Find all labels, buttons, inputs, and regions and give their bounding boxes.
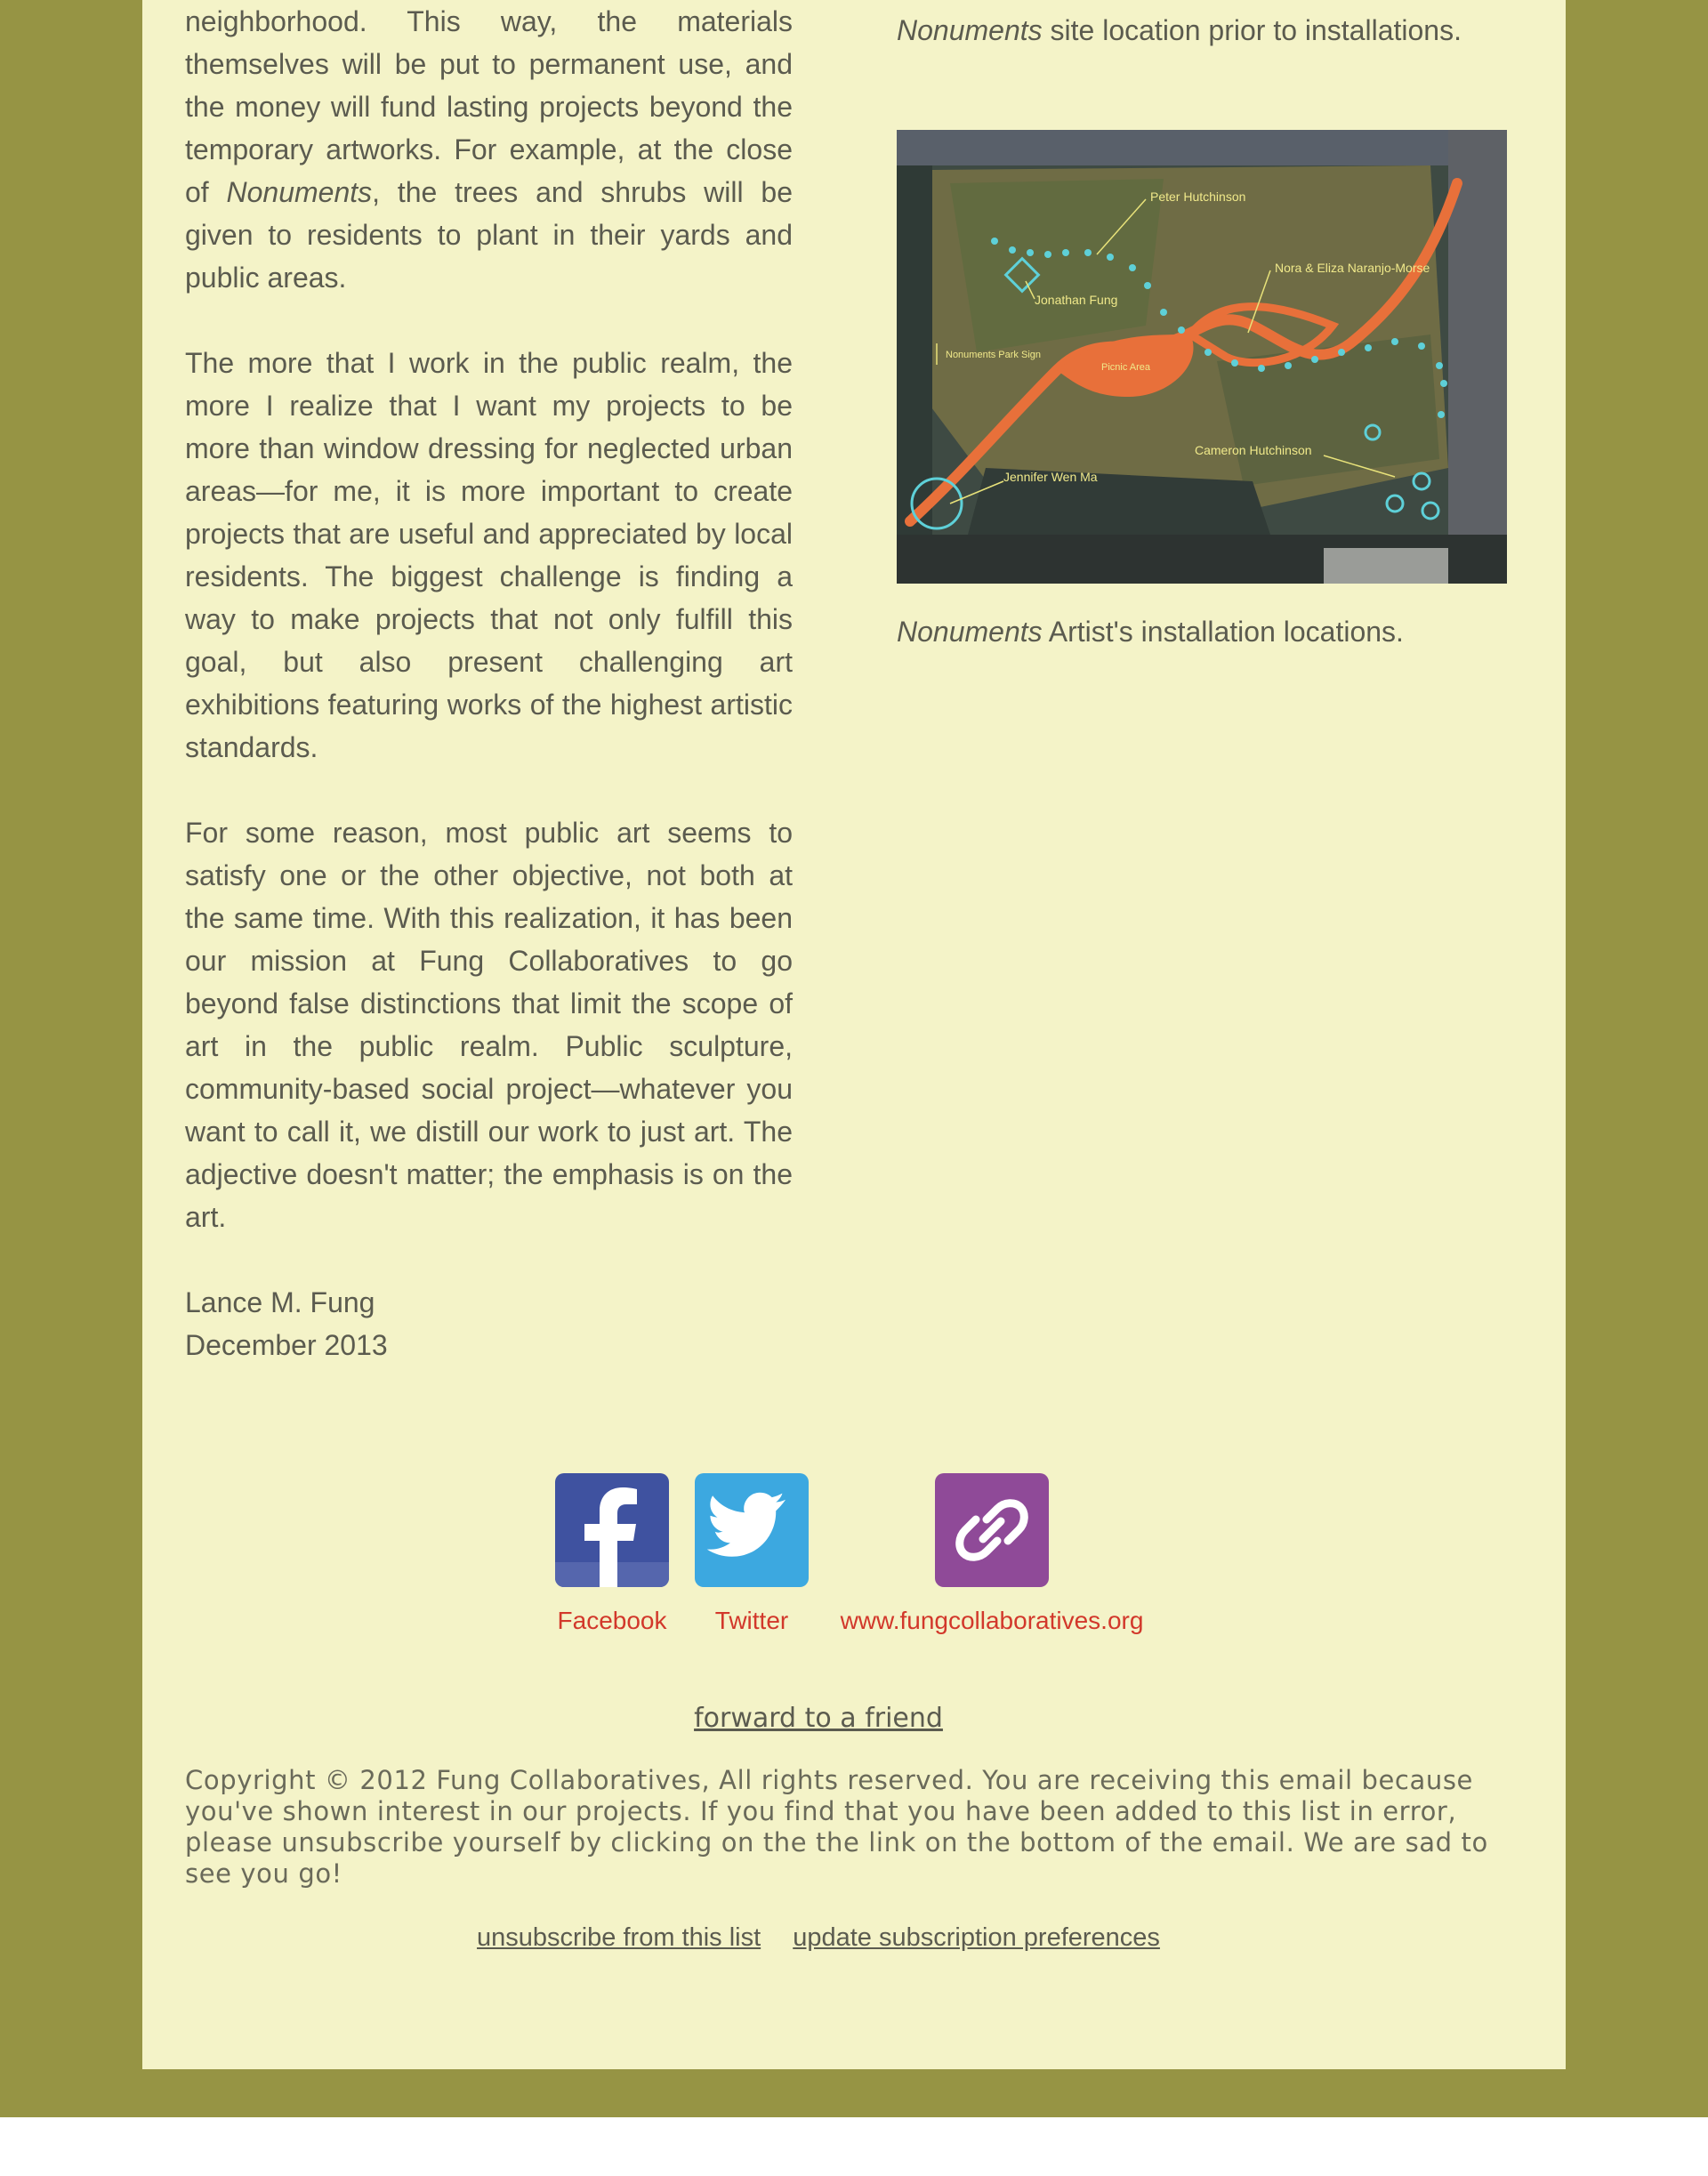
installation-map-image — [897, 130, 1507, 584]
map-label-picnic: Picnic Area — [1101, 362, 1151, 373]
article-text — [185, 0, 793, 1409]
website-link[interactable]: www.fungcollaboratives.org — [840, 1607, 1144, 1634]
social-links — [142, 1473, 1566, 1642]
paragraph-2: The more that I work in the public realm, the more I realize that I want my projects to be more than window dressing for neglected urban areas—for me, it is more important to create projects that are useful and appreciated by local residents. The biggest challenge is finding a way to make projects that not only fulfill this goal, but also present challenging art exhibitions featuring works of the highest artistic standards. — [185, 347, 793, 763]
map-label-nora: Nora & Eliza Naranjo-Morse — [1275, 261, 1430, 275]
caption-site-location — [897, 9, 1462, 52]
map-label-cameron: Cameron Hutchinson — [1195, 443, 1312, 457]
map-label-jennifer: Jennifer Wen Ma — [1003, 470, 1098, 484]
forward-to-friend-link[interactable]: forward to a friend — [694, 1703, 943, 1734]
twitter-icon[interactable] — [695, 1473, 809, 1587]
nonuments-italic: Nonuments — [226, 176, 373, 208]
map-label-jonathan: Jonathan Fung — [1035, 293, 1118, 307]
twitter-link[interactable]: Twitter — [714, 1607, 789, 1634]
paragraph-3: For some reason, most public art seems to satisfy one or the other objective, not both at the same time. With this realization, it has been our mission at Fung Collaboratives to go beyond false distinctions that limit the scope of art in the public realm. Public sculpture, community-based social project—whatever you want to call it, we distill our work to just art. The adjective doesn't matter; the emphasis is on the art. — [185, 817, 793, 1233]
signature-name: Lance M. Fung — [185, 1286, 375, 1318]
signature-date: December 2013 — [185, 1329, 388, 1361]
caption-1-italic: Nonuments — [897, 14, 1043, 46]
email-body — [142, 0, 1566, 2069]
signature — [185, 1281, 793, 1366]
copyright-notice: Copyright © 2012 Fung Collaboratives, All rights reserved. You are receiving this email because you've shown interest in our projects. If you find that you have been added to this list in error, please unsubscribe yourself by clicking on the the link on the bottom of the email. We are sad to see you go! — [185, 1765, 1488, 1889]
caption-1-text: site location prior to installations. — [1042, 14, 1462, 46]
update-preferences-link[interactable]: update subscription preferences — [793, 1923, 1160, 1952]
link-icon[interactable] — [935, 1473, 1049, 1587]
paragraph-1-part-a: neighborhood. This way, the materials themselves will be put to permanent use, and the money will fund lasting projects beyond the temporary artworks. For example, at the close of — [185, 5, 793, 208]
map-label-peter: Peter Hutchinson — [1150, 189, 1246, 204]
subscription-links — [142, 1923, 1494, 1953]
caption-2-text: Artist's installation locations. — [1042, 616, 1404, 648]
paragraph-1-part-b: , the trees and shrubs will be given to residents to plant in their yards and public areas. — [185, 176, 793, 294]
paragraph-1 — [185, 0, 793, 299]
caption-installation-locations — [897, 610, 1404, 653]
caption-2-italic: Nonuments — [897, 616, 1043, 648]
map-label-park-sign: Nonuments Park Sign — [946, 350, 1041, 360]
facebook-link[interactable]: Facebook — [557, 1607, 667, 1634]
facebook-icon[interactable] — [555, 1473, 669, 1587]
unsubscribe-link[interactable]: unsubscribe from this list — [477, 1923, 761, 1952]
